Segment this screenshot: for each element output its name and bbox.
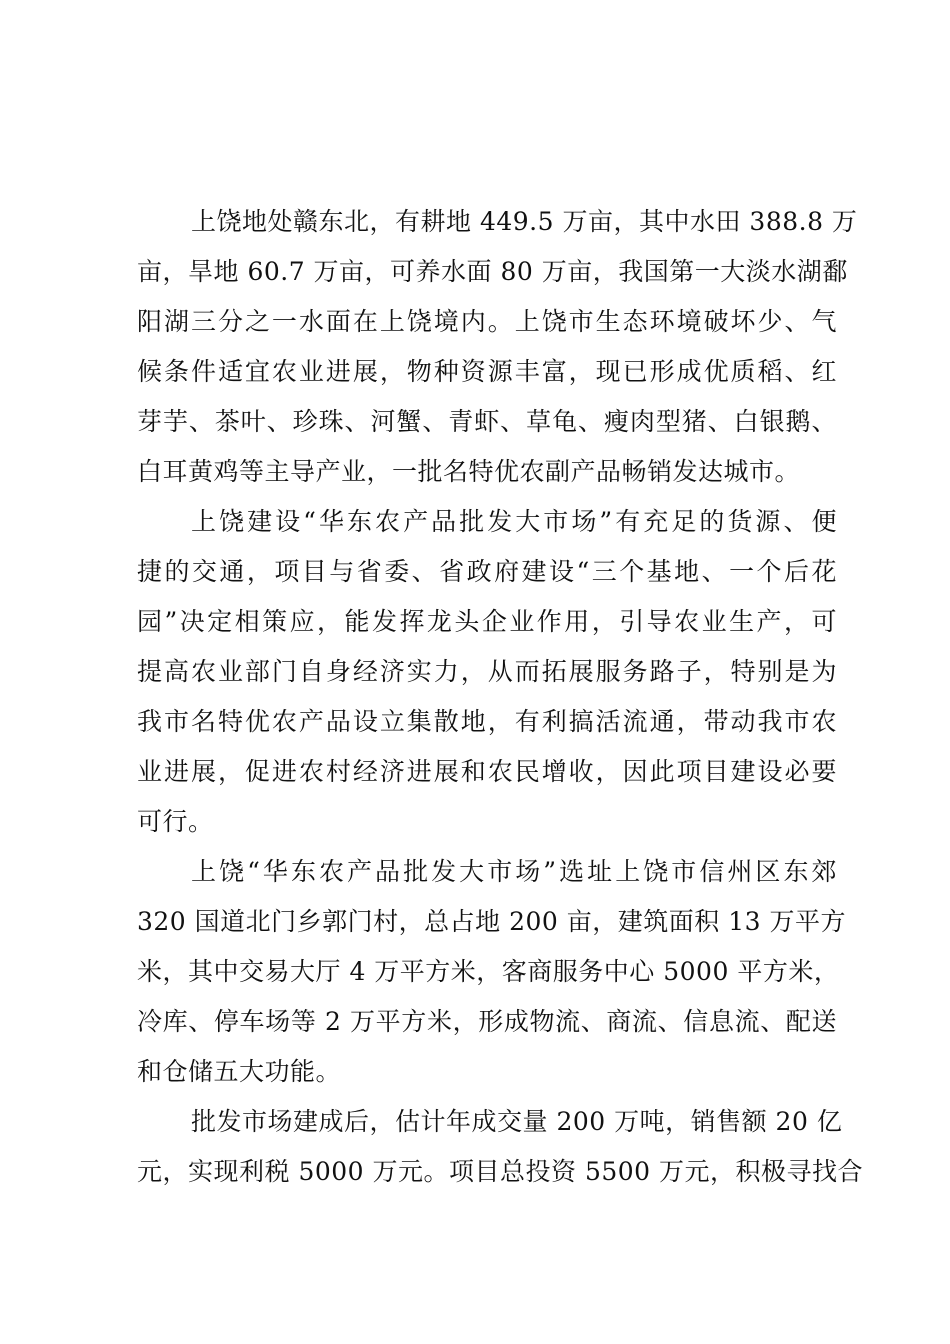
paragraph-line: 芽芋、茶叶、珍珠、河蟹、青虾、草龟、瘦肉型猪、白银鹅、: [137, 407, 837, 436]
paragraph-line: 可行。: [137, 807, 214, 836]
paragraph-line: 业进展，促进农村经济进展和农民增收，因此项目建设必要: [137, 757, 837, 786]
paragraph-line: 元，实现利税 5000 万元。项目总投资 5500 万元，积极寻找合: [137, 1157, 864, 1186]
paragraph-line: 园”决定相策应，能发挥龙头企业作用，引导农业生产，可: [137, 607, 837, 636]
paragraph-1: [137, 197, 858, 497]
paragraph-line: 上饶“华东农产品批发大市场”选址上饶市信州区东郊: [191, 857, 837, 886]
paragraph-line: 亩，旱地 60.7 万亩，可养水面 80 万亩，我国第一大淡水湖鄱: [137, 257, 848, 286]
paragraph-line: 上饶地处赣东北，有耕地 449.5 万亩，其中水田 388.8 万: [191, 207, 858, 236]
paragraph-line: 和仓储五大功能。: [137, 1057, 342, 1086]
document-body: [137, 197, 864, 1197]
paragraph-line: 320 国道北门乡郭门村，总占地 200 亩，建筑面积 13 万平方: [137, 907, 846, 936]
paragraph-line: 提高农业部门自身经济实力，从而拓展服务路子，特别是为: [137, 657, 837, 686]
paragraph-line: 阳湖三分之一水面在上饶境内。上饶市生态环境破坏少、气: [137, 307, 837, 336]
paragraph-line: 我市名特优农产品设立集散地，有利搞活流通，带动我市农: [137, 707, 837, 736]
paragraph-line: 候条件适宜农业进展，物种资源丰富，现已形成优质稻、红: [137, 357, 837, 386]
paragraph-line: 白耳黄鸡等主导产业，一批名特优农副产品畅销发达城市。: [137, 457, 801, 486]
paragraph-3: [137, 847, 846, 1097]
paragraph-line: 捷的交通，项目与省委、省政府建设“三个基地、一个后花: [137, 557, 837, 586]
paragraph-line: 批发市场建成后，估计年成交量 200 万吨，销售额 20 亿: [191, 1107, 843, 1136]
paragraph-line: 上饶建设“华东农产品批发大市场”有充足的货源、便: [191, 507, 837, 536]
paragraph-2: [137, 497, 837, 847]
paragraph-line: 冷库、停车场等 2 万平方米，形成物流、商流、信息流、配送: [137, 1007, 837, 1036]
paragraph-4: [137, 1097, 864, 1197]
paragraph-line: 米，其中交易大厅 4 万平方米，客商服务中心 5000 平方米，: [137, 957, 840, 986]
